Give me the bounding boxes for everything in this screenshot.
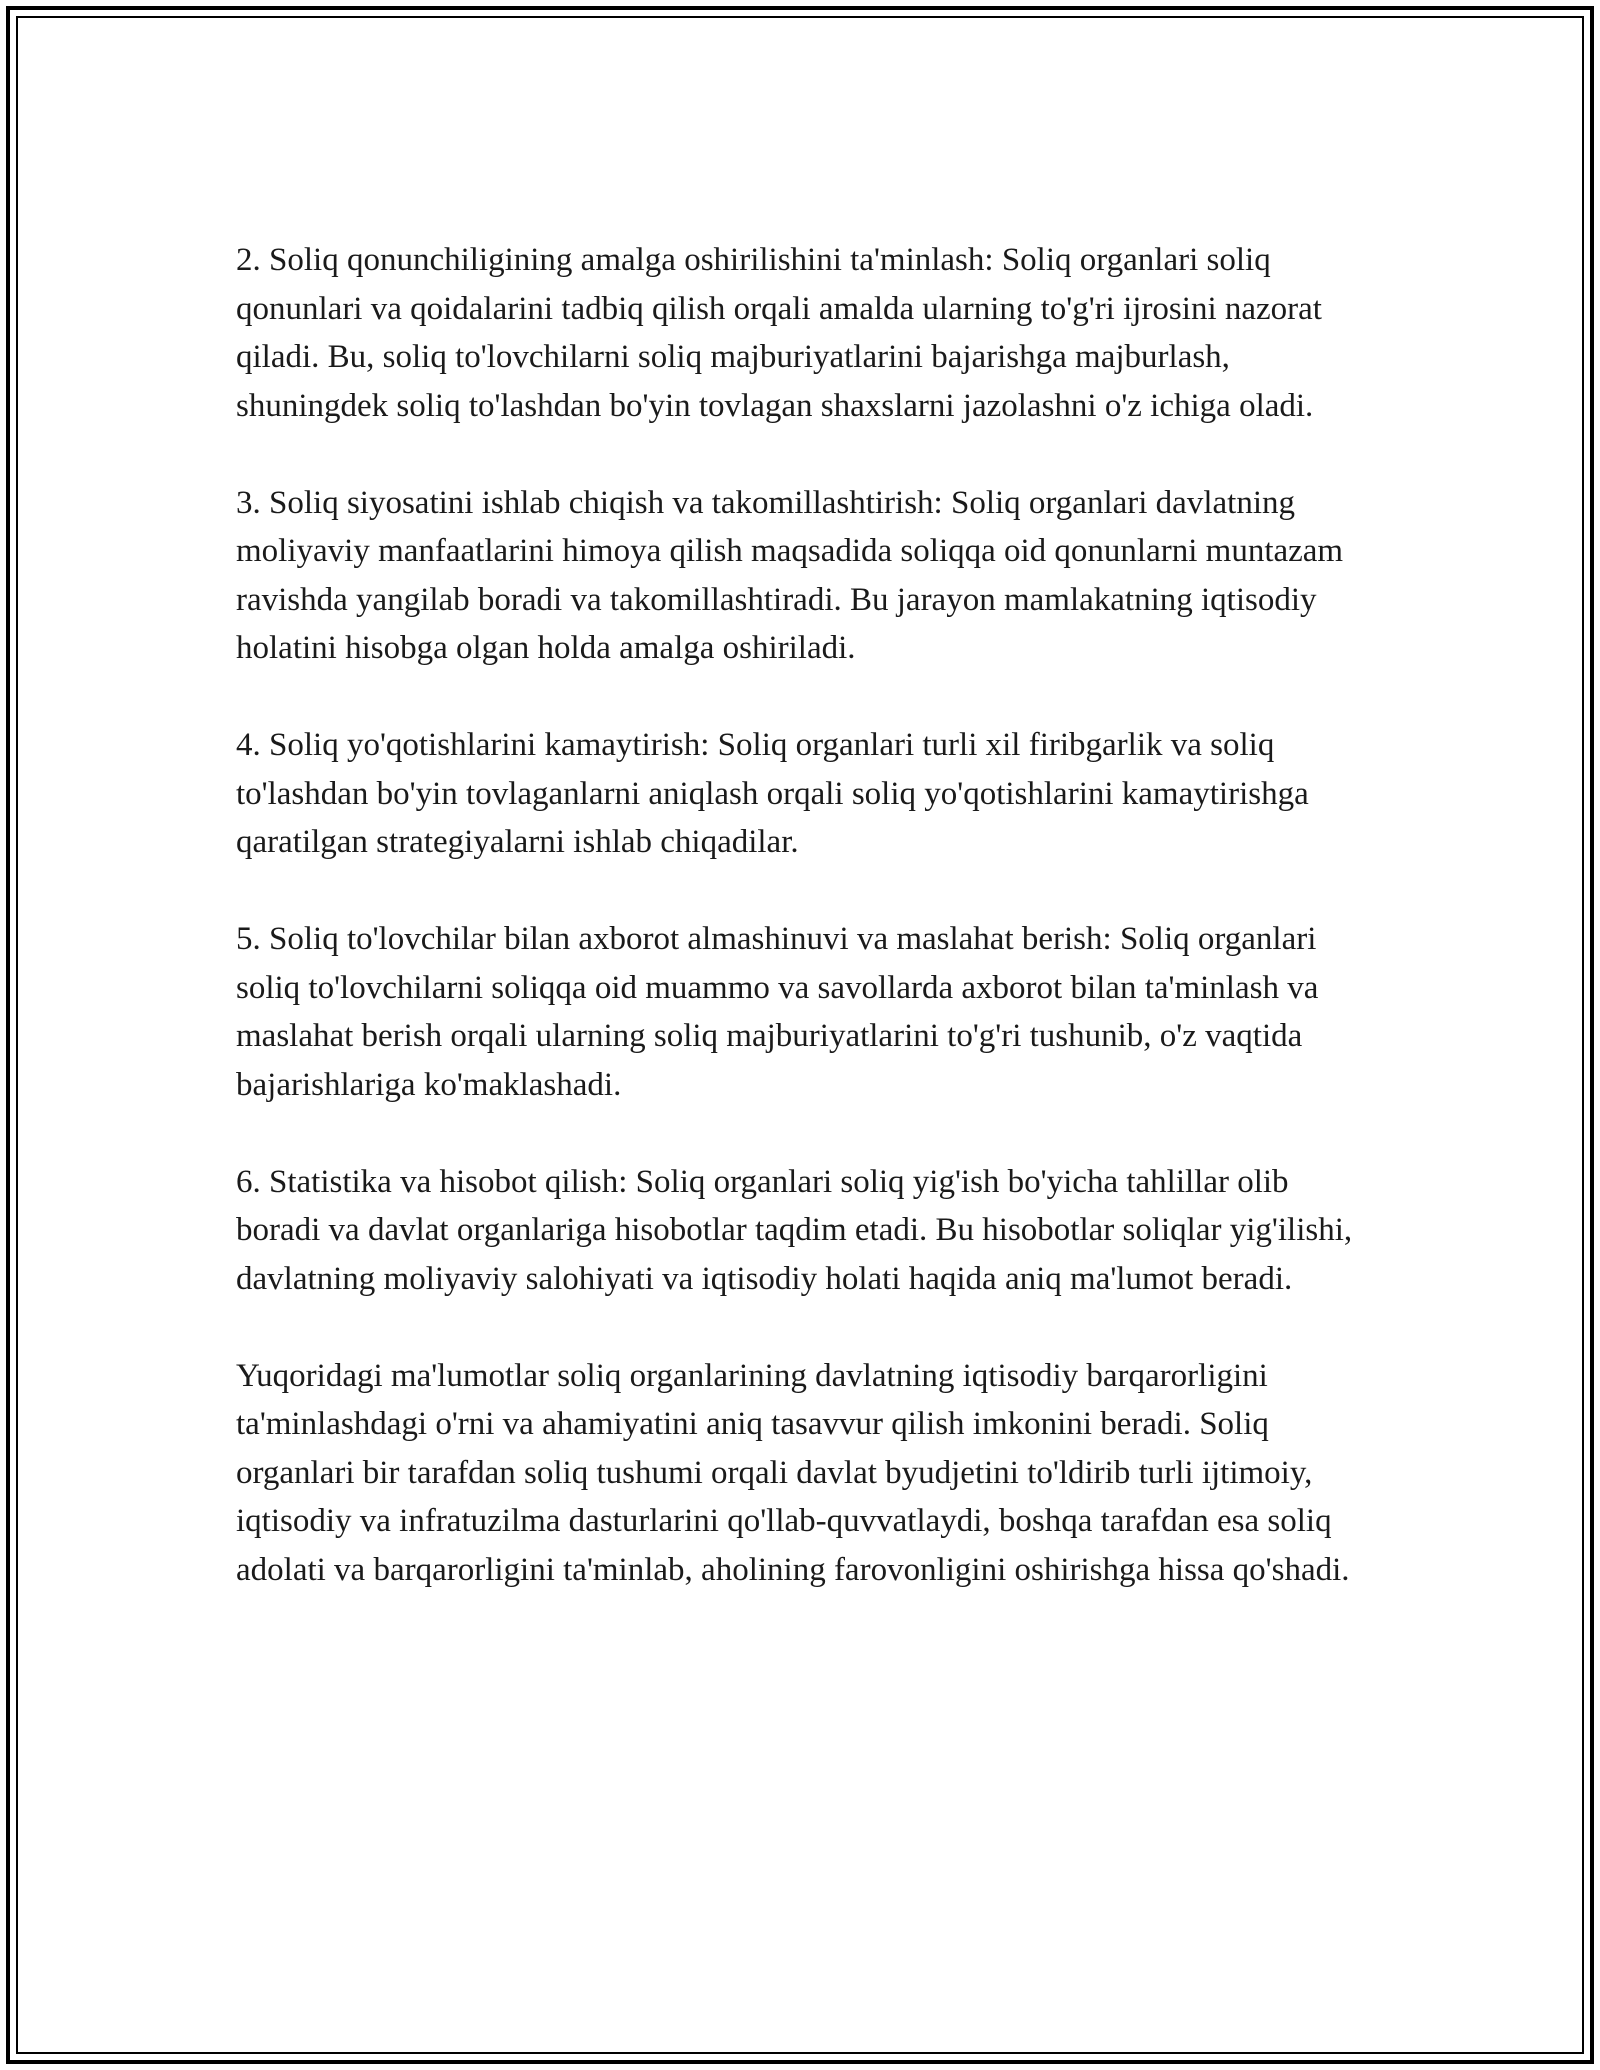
paragraph-item-6: 6. Statistika va hisobot qilish: Soliq organlari soliq yig'ish bo'yicha tahlillar olib boradi va davlat organlariga hisobotlar taqdim etadi. Bu hisobotlar soliqlar yig'ilishi, davlatning moliyaviy salohiyati va iqtisodiy holati haqida aniq ma'lumot beradi. (236, 1163, 1353, 1297)
paragraph-item-4: 4. Soliq yo'qotishlarini kamaytirish: Soliq organlari turli xil firibgarlik va soliq to'lashdan bo'yin tovlaganlarni aniqlash orqali soliq yo'qotishlarini kamaytirishga qaratilgan strategiyalarni ishlab chiqadilar. (236, 727, 1309, 860)
paragraph-item-3: 3. Soliq siyosatini ishlab chiqish va takomillashtirish: Soliq organlari davlatning moliyaviy manfaatlarini himoya qilish maqsadida soliqqa oid qonunlarni muntazam ravishda yangilab boradi va takomillashtiradi. Bu jarayon mamlakatning iqtisodiy holatini hisobga olgan holda amalga oshiriladi. (236, 484, 1344, 666)
paragraph-item-2: 2. Soliq qonunchiligining amalga oshirilishini ta'minlash: Soliq organlari soliq qonunlari va qoidalarini tadbiq qilish orqali amalda ularning to'g'ri ijrosini nazorat qiladi. Bu, soliq to'lovchilarni soliq majburiyatlarini bajarishga majburlash, shuningdek soliq to'lashdan bo'yin tovlagan shaxslarni jazolashni o'z ichiga oladi. (236, 242, 1322, 424)
paragraph-conclusion: Yuqoridagi ma'lumotlar soliq organlarining davlatning iqtisodiy barqarorligini ta'minlashdagi o'rni va ahamiyatini aniq tasavvur qilish imkonini beradi. Soliq organlari bir tarafdan soliq tushumi orqali davlat byudjetini to'ldirib turli ijtimoiy, iqtisodiy va infratuzilma dasturlarini qo'llab-quvvatlaydi, boshqa tarafdan esa soliq adolati va barqarorligini ta'minlab, aholining farovonligini oshirishga hissa qo'shadi. (236, 1357, 1350, 1588)
document-body (236, 236, 1376, 1594)
paragraph-item-5: 5. Soliq to'lovchilar bilan axborot almashinuvi va maslahat berish: Soliq organlari soliq to'lovchilarni soliqqa oid muammo va savollarda axborot bilan ta'minlash va maslahat berish orqali ularning soliq majburiyatlarini to'g'ri tushunib, o'z vaqtida bajarishlariga ko'maklashadi. (236, 921, 1319, 1103)
